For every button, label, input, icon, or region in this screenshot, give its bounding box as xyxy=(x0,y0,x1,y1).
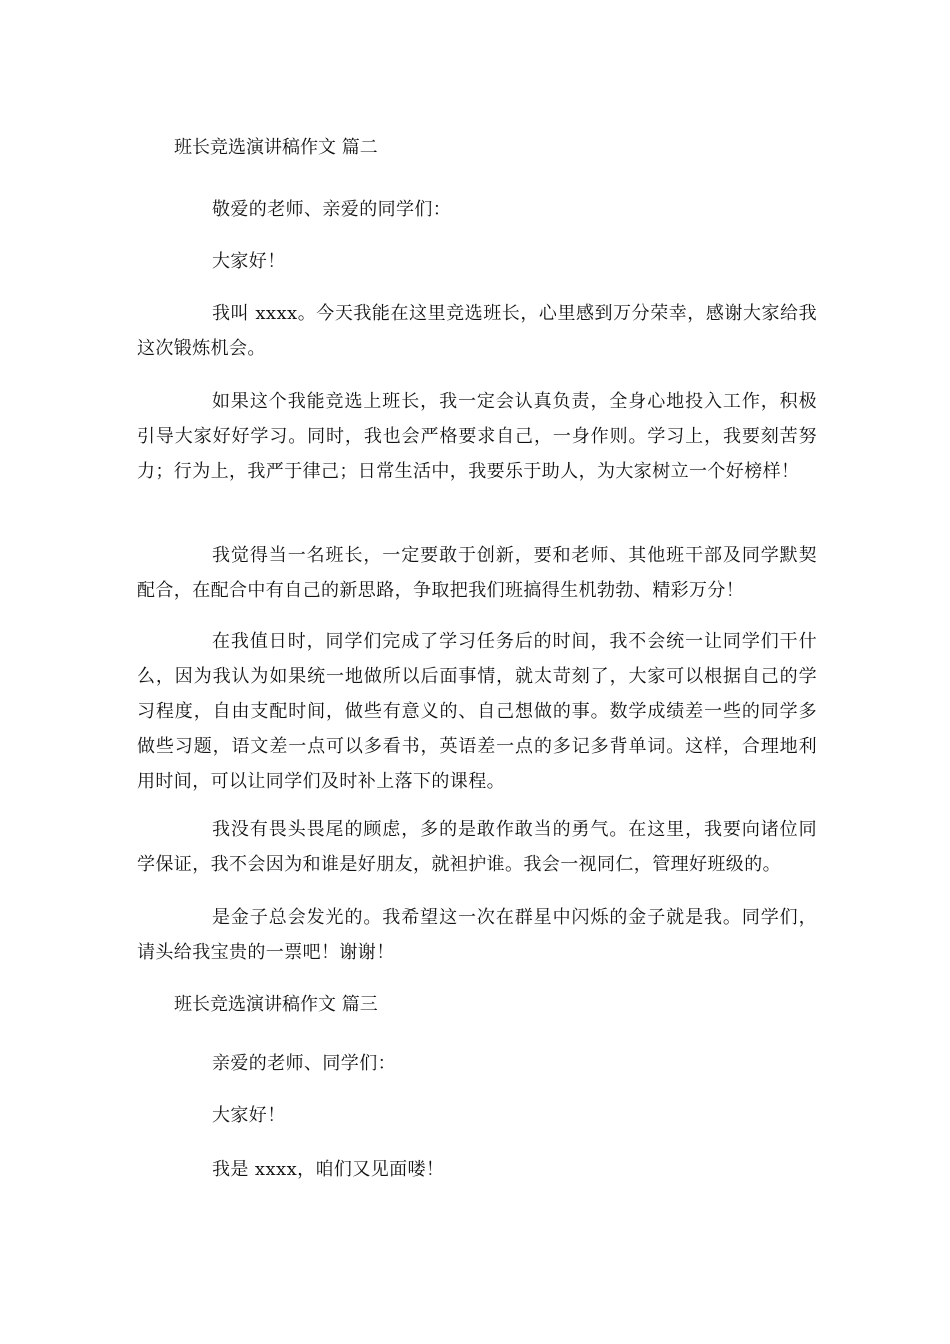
section-2-title: 班长竞选演讲稿作文 篇二 xyxy=(174,137,378,158)
section-3-paragraph-1: 我是 xxxx，咱们又见面喽！ xyxy=(212,1159,445,1180)
section-3-title: 班长竞选演讲稿作文 篇三 xyxy=(174,994,378,1015)
section-2-paragraph-6: 是金子总会发光的。我希望这一次在群星中闪烁的金子就是我。同学们，请头给我宝贵的一票吧！谢谢！ xyxy=(137,907,817,963)
section-2-hello: 大家好！ xyxy=(212,251,286,272)
section-2-paragraph-2: 如果这个我能竞选上班长，我一定会认真负责，全身心地投入工作，积极引导大家好好学习。同时，我也会严格要求自己，一身作则。学习上，我要刻苦努力；行为上，我严于律己；日常生活中，我要乐于助人，为大家树立一个好榜样！ xyxy=(137,391,817,482)
section-3-greeting: 亲爱的老师、同学们： xyxy=(212,1053,396,1074)
section-2-paragraph-3: 我觉得当一名班长，一定要敢于创新，要和老师、其他班干部及同学默契配合，在配合中有自己的新思路，争取把我们班搞得生机勃勃、精彩万分！ xyxy=(137,545,817,601)
section-2-paragraph-4: 在我值日时，同学们完成了学习任务后的时间，我不会统一让同学们干什么，因为我认为如果统一地做所以后面事情，就太苛刻了，大家可以根据自己的学习程度，自由支配时间，做些有意义的、自己想做的事。数学成绩差一些的同学多做些习题，语文差一点可以多看书，英语差一点的多记多背单词。这样，合理地利用时间，可以让同学们及时补上落下的课程。 xyxy=(137,631,817,792)
section-2-paragraph-5: 我没有畏头畏尾的顾虑，多的是敢作敢当的勇气。在这里，我要向诸位同学保证，我不会因为和谁是好朋友，就袒护谁。我会一视同仁，管理好班级的。 xyxy=(137,819,817,875)
section-2-paragraph-1: 我叫 xxxx。今天我能在这里竞选班长，心里感到万分荣幸，感谢大家给我这次锻炼机会。 xyxy=(137,303,817,359)
section-3-hello: 大家好！ xyxy=(212,1105,286,1126)
section-2-greeting: 敬爱的老师、亲爱的同学们： xyxy=(212,199,452,220)
